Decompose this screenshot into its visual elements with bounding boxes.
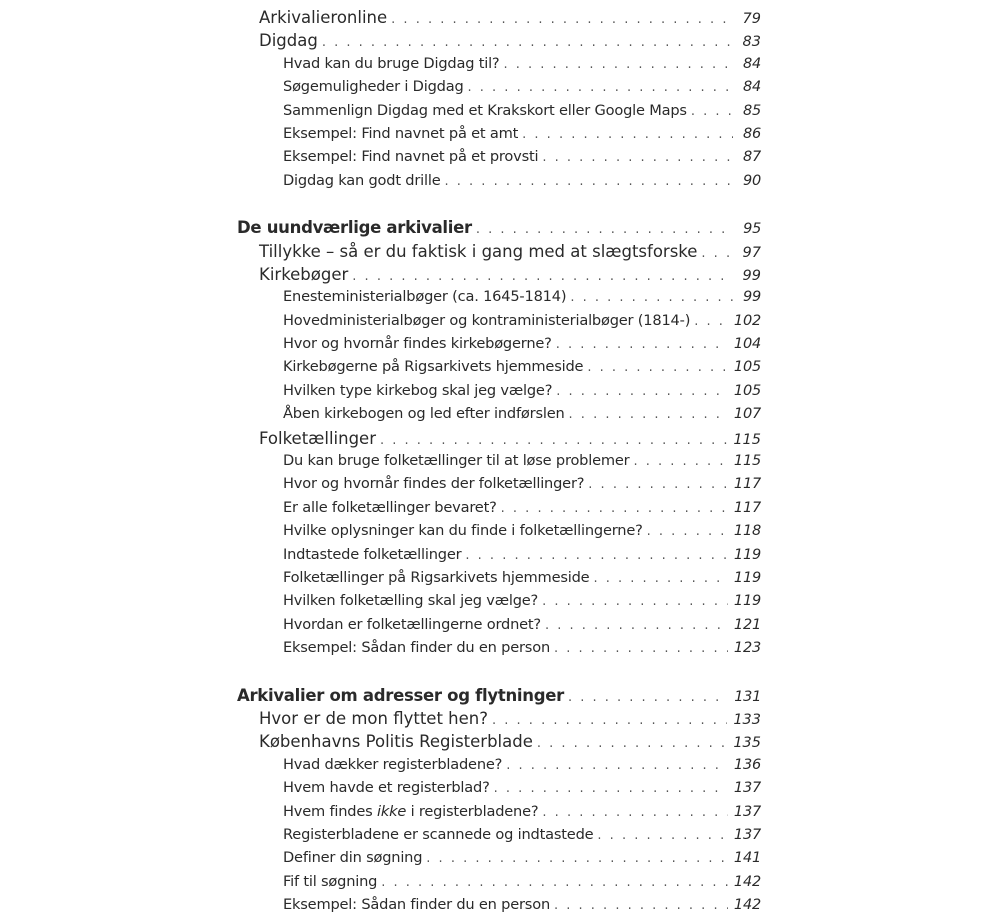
toc-entry-page: 115 [733,431,761,448]
toc-entry-page: 118 [733,523,761,540]
toc-entry-title: Arkivalieronline [259,8,388,27]
dot-leader [542,150,733,165]
toc-entry-page: 141 [733,850,761,867]
dot-leader [691,104,733,119]
toc-entry-page: 105 [733,382,761,399]
toc-entry-title: Folketællinger [259,428,376,448]
dot-leader [322,35,733,50]
toc-entry[interactable] [237,242,761,265]
dot-leader [569,407,728,422]
toc-entry-title-part: Hvem findes [283,802,377,820]
toc-entry-title-part: i registerbladene? [406,802,539,820]
toc-entry-page: 119 [733,569,761,586]
toc-entry-title: Hvor og hvornår findes kirkebøgerne? [283,335,552,353]
dot-leader [568,690,728,705]
toc-entry[interactable] [237,756,761,779]
toc-entry-page: 142 [733,897,761,914]
toc-entry[interactable] [237,265,761,288]
dot-leader [501,501,728,516]
toc-entry-page: 85 [742,102,761,119]
dot-leader [492,713,727,728]
toc-entry-title: Hvad kan du bruge Digdag til? [283,54,500,72]
toc-entry-title: Folketællinger på Rigsarkivets hjemmeside [283,568,590,586]
toc-entry[interactable] [237,429,761,452]
toc-entry[interactable] [237,312,761,335]
toc-entry[interactable] [237,849,761,872]
dot-leader [537,736,727,751]
toc-entry-title: De uundværlige arkivalier [237,218,472,238]
toc-entry-title: Eksempel: Find navnet på et amt [283,124,519,142]
dot-leader [542,594,728,609]
dot-leader [426,851,728,866]
dot-leader [468,80,733,95]
toc-entry[interactable] [237,522,761,545]
toc-entry-page: 84 [742,55,761,72]
toc-entry-page: 119 [733,593,761,610]
toc-entry[interactable] [237,405,761,428]
toc-entry[interactable] [237,732,761,755]
dot-leader [701,246,733,261]
toc-entry-title: Er alle folketællinger bevaret? [283,498,497,516]
toc-entry-page: 84 [742,79,761,96]
toc-entry-page: 83 [742,34,761,51]
dot-leader [554,898,728,913]
toc-entry-page: 136 [733,756,761,773]
toc-entry[interactable] [237,125,761,148]
toc-entry-title: Indtastede folketællinger [283,545,462,563]
toc-entry-title: Eksempel: Sådan finder du en person [283,896,550,914]
dot-leader [381,875,728,890]
toc-entry-title: Hvilke oplysninger kan du finde i folketællingerne? [283,522,643,540]
dot-leader [503,57,733,72]
toc-entry[interactable] [237,358,761,381]
toc-entry-title: Hvem havde et registerblad? [283,779,490,797]
toc-entry[interactable] [237,873,761,896]
toc-entry-title: Kirkebøger [259,264,349,284]
dot-leader [554,641,728,656]
toc-entry[interactable] [237,102,761,125]
toc-entry-title: Hvilken folketælling skal jeg vælge? [283,592,539,610]
toc-entry-title: Tillykke – så er du faktisk i gang med at slægtsforske [259,241,698,261]
toc-entry[interactable] [237,639,761,662]
toc-entry[interactable] [237,335,761,358]
toc-entry-title: Registerbladene er scannede og indtastede [283,825,594,843]
toc-entry[interactable] [237,172,761,195]
toc-entry-title: Eksempel: Find navnet på et provsti [283,148,539,166]
dot-leader [506,758,728,773]
dot-leader [522,127,733,142]
toc-entry-page: 95 [743,221,761,238]
toc-entry-page: 117 [733,476,761,493]
toc-entry-title [283,803,538,820]
dot-leader [556,384,728,399]
toc-entry-title: Sammenlign Digdag med et Krakskort eller Google Maps [283,101,687,119]
toc-section-heading[interactable] [237,218,761,241]
toc-entry-page: 86 [742,125,761,142]
dot-leader [694,314,728,329]
toc-entry-page: 87 [742,149,761,166]
toc-entry-page: 99 [742,289,761,306]
toc-entry-page: 117 [733,499,761,516]
dot-leader [352,269,733,284]
toc-entry-page: 119 [733,546,761,563]
toc-entry[interactable] [237,8,761,31]
toc-entry[interactable] [237,709,761,732]
toc-entry-title: Eksempel: Sådan finder du en person [283,639,550,657]
toc-entry[interactable] [237,475,761,498]
toc-entry-title: Hovedministerialbøger og kontraministerialbøger (1814-) [283,311,691,329]
toc-entry[interactable] [237,148,761,171]
dot-leader [476,222,733,237]
toc-entry[interactable] [237,382,761,405]
dot-leader [570,290,733,305]
toc-entry[interactable] [237,546,761,569]
toc-entry-page: 104 [733,336,761,353]
toc-entry[interactable] [237,896,761,919]
dot-leader [556,337,728,352]
toc-entry-page: 137 [733,803,761,820]
toc-entry-page: 107 [733,406,761,423]
dot-leader [391,12,733,27]
toc-entry-page: 142 [733,873,761,890]
toc-entry[interactable] [237,55,761,78]
toc-entry-title: Kirkebøgerne på Rigsarkivets hjemmeside [283,358,584,376]
dot-leader [597,828,728,843]
toc-entry-title: Søgemuligheder i Digdag [283,78,464,96]
toc-entry-page: 97 [742,244,761,261]
toc-entry-title: Arkivalier om adresser og flytninger [237,685,564,705]
toc-entry[interactable] [237,803,761,826]
dot-leader [465,548,728,563]
toc-entry-title: Digdag [259,31,318,51]
toc-entry-title: Hvor er de mon flyttet hen? [259,708,489,728]
toc-entry-title: Digdag kan godt drille [283,171,441,189]
toc-entry[interactable] [237,569,761,592]
toc-entry[interactable] [237,616,761,639]
dot-leader [545,618,728,633]
toc-entry[interactable] [237,288,761,311]
toc-entry-title: Definer din søgning [283,849,423,867]
dot-leader [380,433,727,448]
toc-entry[interactable] [237,452,761,475]
toc-entry-page: 105 [733,359,761,376]
toc-entry-title: Hvor og hvornår findes der folketællinger? [283,475,585,493]
toc-entry-title: Hvad dækker registerbladene? [283,755,503,773]
dot-leader [542,805,728,820]
toc-entry-title: Du kan bruge folketællinger til at løse problemer [283,452,630,470]
toc-entry-page: 135 [733,735,761,752]
toc-entry-page: 79 [742,11,761,27]
toc-entry[interactable] [237,78,761,101]
dot-leader [593,571,727,586]
table-of-contents [237,8,761,919]
toc-entry[interactable] [237,826,761,849]
toc-entry-page: 137 [733,826,761,843]
toc-entry[interactable] [237,779,761,802]
toc-entry[interactable] [237,499,761,522]
toc-entry-page: 137 [733,780,761,797]
toc-entry-page: 131 [734,688,761,705]
toc-entry-page: 121 [733,616,761,633]
toc-entry-title: Hvordan er folketællingerne ordnet? [283,615,541,633]
toc-entry-page: 102 [733,312,761,329]
dot-leader [633,454,727,469]
dot-leader [445,174,733,189]
toc-entry-title-emphasis: ikke [376,802,407,820]
dot-leader [647,524,728,539]
toc-entry[interactable] [237,31,761,54]
toc-entry-title: Hvilken type kirkebog skal jeg vælge? [283,381,553,399]
toc-entry-title: Åben kirkebogen og led efter indførslen [283,405,565,423]
dot-leader [587,360,728,375]
toc-entry-page: 90 [742,172,761,189]
toc-entry-page: 133 [733,711,761,728]
toc-entry-page: 99 [742,267,761,284]
toc-entry-title: Københavns Politis Registerblade [259,732,533,752]
toc-entry[interactable] [237,592,761,615]
toc-entry-page: 115 [733,453,761,470]
toc-entry-title: Enesteministerialbøger (ca. 1645-1814) [283,288,567,306]
toc-entry-title: Fif til søgning [283,872,378,890]
toc-section-heading[interactable] [237,686,761,709]
dot-leader [588,477,728,492]
dot-leader [494,781,728,796]
toc-entry-page: 123 [733,640,761,657]
